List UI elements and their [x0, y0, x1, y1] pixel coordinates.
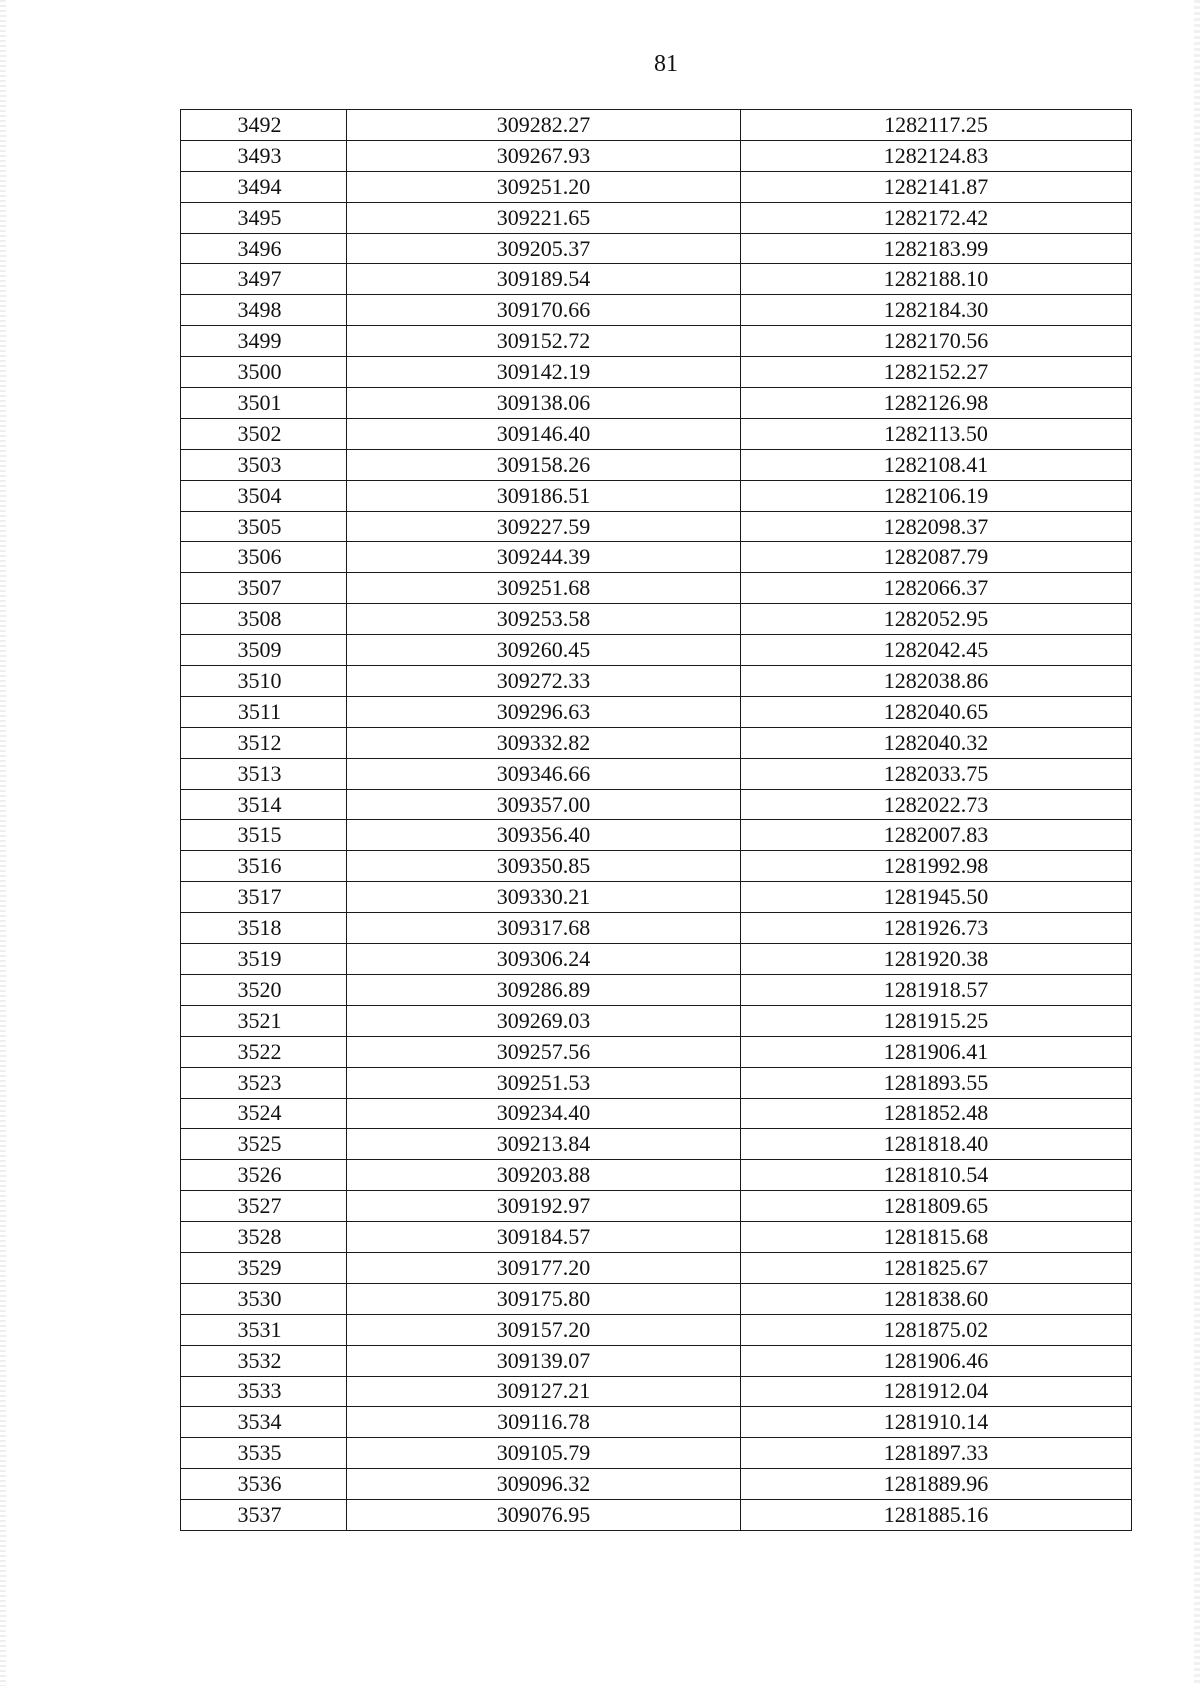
x-coordinate-cell: 309105.79: [347, 1438, 741, 1469]
point-number-cell: 3521: [181, 1005, 347, 1036]
point-number-cell: 3498: [181, 295, 347, 326]
y-coordinate-cell: 1281885.16: [741, 1500, 1132, 1531]
table-row: [181, 1129, 1132, 1160]
y-coordinate-cell: 1281893.55: [741, 1067, 1132, 1098]
y-coordinate-cell: 1281920.38: [741, 944, 1132, 975]
point-number-cell: 3515: [181, 820, 347, 851]
y-coordinate-cell: 1281992.98: [741, 851, 1132, 882]
y-coordinate-cell: 1282124.83: [741, 140, 1132, 171]
x-coordinate-cell: 309146.40: [347, 418, 741, 449]
x-coordinate-cell: 309267.93: [347, 140, 741, 171]
y-coordinate-cell: 1282007.83: [741, 820, 1132, 851]
point-number-cell: 3497: [181, 264, 347, 295]
x-coordinate-cell: 309127.21: [347, 1376, 741, 1407]
x-coordinate-cell: 309138.06: [347, 388, 741, 419]
x-coordinate-cell: 309244.39: [347, 542, 741, 573]
y-coordinate-cell: 1281809.65: [741, 1191, 1132, 1222]
point-number-cell: 3500: [181, 357, 347, 388]
table-row: [181, 696, 1132, 727]
x-coordinate-cell: 309350.85: [347, 851, 741, 882]
point-number-cell: 3516: [181, 851, 347, 882]
table-row: [181, 1500, 1132, 1531]
y-coordinate-cell: 1281818.40: [741, 1129, 1132, 1160]
point-number-cell: 3495: [181, 202, 347, 233]
x-coordinate-cell: 309251.20: [347, 171, 741, 202]
y-coordinate-cell: 1282052.95: [741, 604, 1132, 635]
table-row: [181, 326, 1132, 357]
point-number-cell: 3537: [181, 1500, 347, 1531]
y-coordinate-cell: 1281815.68: [741, 1222, 1132, 1253]
x-coordinate-cell: 309357.00: [347, 789, 741, 820]
page-number: 81: [654, 51, 678, 77]
x-coordinate-cell: 309234.40: [347, 1098, 741, 1129]
point-number-cell: 3502: [181, 418, 347, 449]
point-number-cell: 3528: [181, 1222, 347, 1253]
x-coordinate-cell: 309253.58: [347, 604, 741, 635]
y-coordinate-cell: 1281838.60: [741, 1283, 1132, 1314]
y-coordinate-cell: 1281910.14: [741, 1407, 1132, 1438]
table-row: [181, 1314, 1132, 1345]
x-coordinate-cell: 309306.24: [347, 944, 741, 975]
y-coordinate-cell: 1282087.79: [741, 542, 1132, 573]
table-row: [181, 727, 1132, 758]
x-coordinate-cell: 309221.65: [347, 202, 741, 233]
table-row: [181, 913, 1132, 944]
x-coordinate-cell: 309152.72: [347, 326, 741, 357]
y-coordinate-cell: 1282098.37: [741, 511, 1132, 542]
point-number-cell: 3509: [181, 635, 347, 666]
table-row: [181, 357, 1132, 388]
point-number-cell: 3499: [181, 326, 347, 357]
point-number-cell: 3492: [181, 110, 347, 141]
table-row: [181, 944, 1132, 975]
point-number-cell: 3522: [181, 1036, 347, 1067]
table-row: [181, 789, 1132, 820]
table-row: [181, 1469, 1132, 1500]
y-coordinate-cell: 1281810.54: [741, 1160, 1132, 1191]
table-row: [181, 974, 1132, 1005]
point-number-cell: 3508: [181, 604, 347, 635]
table-row: [181, 418, 1132, 449]
scan-edge-right: [1194, 0, 1200, 1686]
point-number-cell: 3503: [181, 449, 347, 480]
table-row: [181, 882, 1132, 913]
y-coordinate-cell: 1282106.19: [741, 480, 1132, 511]
y-coordinate-cell: 1281915.25: [741, 1005, 1132, 1036]
y-coordinate-cell: 1281889.96: [741, 1469, 1132, 1500]
y-coordinate-cell: 1281906.46: [741, 1345, 1132, 1376]
x-coordinate-cell: 309317.68: [347, 913, 741, 944]
point-number-cell: 3527: [181, 1191, 347, 1222]
point-number-cell: 3501: [181, 388, 347, 419]
y-coordinate-cell: 1282152.27: [741, 357, 1132, 388]
point-number-cell: 3494: [181, 171, 347, 202]
x-coordinate-cell: 309213.84: [347, 1129, 741, 1160]
y-coordinate-cell: 1282042.45: [741, 635, 1132, 666]
table-row: [181, 573, 1132, 604]
y-coordinate-cell: 1282188.10: [741, 264, 1132, 295]
point-number-cell: 3518: [181, 913, 347, 944]
y-coordinate-cell: 1282066.37: [741, 573, 1132, 604]
x-coordinate-cell: 309096.32: [347, 1469, 741, 1500]
y-coordinate-cell: 1281875.02: [741, 1314, 1132, 1345]
point-number-cell: 3536: [181, 1469, 347, 1500]
table-row: [181, 1191, 1132, 1222]
x-coordinate-cell: 309205.37: [347, 233, 741, 264]
x-coordinate-cell: 309346.66: [347, 758, 741, 789]
y-coordinate-cell: 1281918.57: [741, 974, 1132, 1005]
point-number-cell: 3529: [181, 1252, 347, 1283]
table-row: [181, 171, 1132, 202]
table-row: [181, 110, 1132, 141]
point-number-cell: 3511: [181, 696, 347, 727]
x-coordinate-cell: 309170.66: [347, 295, 741, 326]
table-row: [181, 295, 1132, 326]
table-row: [181, 1160, 1132, 1191]
x-coordinate-cell: 309158.26: [347, 449, 741, 480]
y-coordinate-cell: 1281897.33: [741, 1438, 1132, 1469]
y-coordinate-cell: 1282170.56: [741, 326, 1132, 357]
point-number-cell: 3534: [181, 1407, 347, 1438]
y-coordinate-cell: 1282040.65: [741, 696, 1132, 727]
y-coordinate-cell: 1281926.73: [741, 913, 1132, 944]
x-coordinate-cell: 309203.88: [347, 1160, 741, 1191]
point-number-cell: 3507: [181, 573, 347, 604]
point-number-cell: 3493: [181, 140, 347, 171]
x-coordinate-cell: 309076.95: [347, 1500, 741, 1531]
point-number-cell: 3519: [181, 944, 347, 975]
table-row: [181, 511, 1132, 542]
table-row: [181, 542, 1132, 573]
x-coordinate-cell: 309286.89: [347, 974, 741, 1005]
x-coordinate-cell: 309116.78: [347, 1407, 741, 1438]
x-coordinate-cell: 309142.19: [347, 357, 741, 388]
point-number-cell: 3530: [181, 1283, 347, 1314]
table-row: [181, 264, 1132, 295]
table-row: [181, 1438, 1132, 1469]
point-number-cell: 3514: [181, 789, 347, 820]
point-number-cell: 3520: [181, 974, 347, 1005]
table-row: [181, 604, 1132, 635]
y-coordinate-cell: 1281945.50: [741, 882, 1132, 913]
x-coordinate-cell: 309157.20: [347, 1314, 741, 1345]
table-row: [181, 666, 1132, 697]
table-row: [181, 1252, 1132, 1283]
point-number-cell: 3526: [181, 1160, 347, 1191]
x-coordinate-cell: 309356.40: [347, 820, 741, 851]
table-row: [181, 388, 1132, 419]
y-coordinate-cell: 1282113.50: [741, 418, 1132, 449]
point-number-cell: 3510: [181, 666, 347, 697]
coordinates-table: [180, 109, 1132, 1531]
table-row: [181, 480, 1132, 511]
x-coordinate-cell: 309177.20: [347, 1252, 741, 1283]
point-number-cell: 3533: [181, 1376, 347, 1407]
y-coordinate-cell: 1282108.41: [741, 449, 1132, 480]
table-row: [181, 1376, 1132, 1407]
x-coordinate-cell: 309260.45: [347, 635, 741, 666]
point-number-cell: 3524: [181, 1098, 347, 1129]
point-number-cell: 3496: [181, 233, 347, 264]
x-coordinate-cell: 309251.68: [347, 573, 741, 604]
point-number-cell: 3505: [181, 511, 347, 542]
table-row: [181, 1345, 1132, 1376]
point-number-cell: 3513: [181, 758, 347, 789]
point-number-cell: 3504: [181, 480, 347, 511]
x-coordinate-cell: 309272.33: [347, 666, 741, 697]
x-coordinate-cell: 309257.56: [347, 1036, 741, 1067]
coordinates-table-body: [181, 110, 1132, 1531]
y-coordinate-cell: 1281906.41: [741, 1036, 1132, 1067]
table-row: [181, 449, 1132, 480]
point-number-cell: 3512: [181, 727, 347, 758]
y-coordinate-cell: 1282033.75: [741, 758, 1132, 789]
point-number-cell: 3506: [181, 542, 347, 573]
x-coordinate-cell: 309296.63: [347, 696, 741, 727]
table-row: [181, 851, 1132, 882]
y-coordinate-cell: 1282040.32: [741, 727, 1132, 758]
y-coordinate-cell: 1282022.73: [741, 789, 1132, 820]
y-coordinate-cell: 1282038.86: [741, 666, 1132, 697]
x-coordinate-cell: 309332.82: [347, 727, 741, 758]
table-row: [181, 140, 1132, 171]
table-row: [181, 233, 1132, 264]
x-coordinate-cell: 309269.03: [347, 1005, 741, 1036]
table-row: [181, 1067, 1132, 1098]
y-coordinate-cell: 1281852.48: [741, 1098, 1132, 1129]
table-row: [181, 820, 1132, 851]
x-coordinate-cell: 309251.53: [347, 1067, 741, 1098]
x-coordinate-cell: 309184.57: [347, 1222, 741, 1253]
table-row: [181, 1407, 1132, 1438]
table-row: [181, 1005, 1132, 1036]
table-row: [181, 1036, 1132, 1067]
x-coordinate-cell: 309282.27: [347, 110, 741, 141]
x-coordinate-cell: 309186.51: [347, 480, 741, 511]
y-coordinate-cell: 1282184.30: [741, 295, 1132, 326]
y-coordinate-cell: 1282183.99: [741, 233, 1132, 264]
y-coordinate-cell: 1282172.42: [741, 202, 1132, 233]
y-coordinate-cell: 1281825.67: [741, 1252, 1132, 1283]
table-row: [181, 202, 1132, 233]
y-coordinate-cell: 1282117.25: [741, 110, 1132, 141]
x-coordinate-cell: 309139.07: [347, 1345, 741, 1376]
table-row: [181, 1283, 1132, 1314]
y-coordinate-cell: 1282126.98: [741, 388, 1132, 419]
table-row: [181, 1098, 1132, 1129]
point-number-cell: 3525: [181, 1129, 347, 1160]
point-number-cell: 3532: [181, 1345, 347, 1376]
y-coordinate-cell: 1281912.04: [741, 1376, 1132, 1407]
point-number-cell: 3523: [181, 1067, 347, 1098]
x-coordinate-cell: 309330.21: [347, 882, 741, 913]
y-coordinate-cell: 1282141.87: [741, 171, 1132, 202]
point-number-cell: 3517: [181, 882, 347, 913]
point-number-cell: 3535: [181, 1438, 347, 1469]
table-row: [181, 1222, 1132, 1253]
x-coordinate-cell: 309227.59: [347, 511, 741, 542]
scan-edge-left: [0, 0, 6, 1686]
x-coordinate-cell: 309189.54: [347, 264, 741, 295]
x-coordinate-cell: 309192.97: [347, 1191, 741, 1222]
table-row: [181, 758, 1132, 789]
x-coordinate-cell: 309175.80: [347, 1283, 741, 1314]
table-row: [181, 635, 1132, 666]
point-number-cell: 3531: [181, 1314, 347, 1345]
